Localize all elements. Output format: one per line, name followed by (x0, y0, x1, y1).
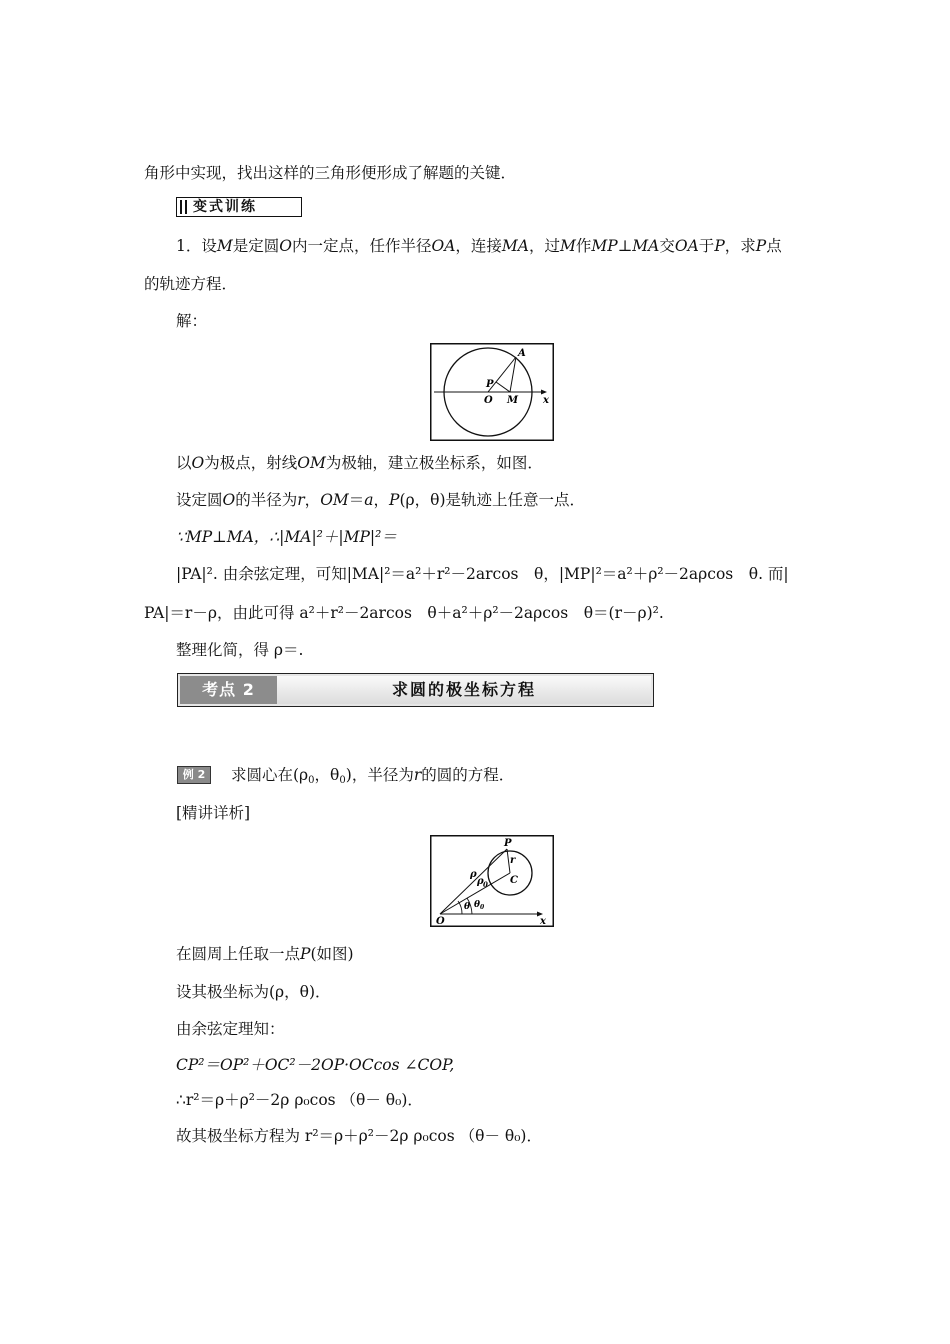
text: 1．设 (176, 237, 217, 255)
figure-1 (430, 343, 554, 441)
subscript: 0 (308, 775, 315, 786)
text: ，过 (529, 237, 561, 255)
solution-line-4: |PA|². 由余弦定理，可知|MA|²＝a²＋r²－2arcos θ，|MP|²＝a²＋ρ²－2aρcos θ. 而| (176, 565, 789, 583)
figure-2-label-o: O (436, 916, 445, 927)
figure-2-frame (431, 836, 554, 927)
solution-2-line-4: CP²＝OP²＋OC²－2OP·OCcos ∠COP, (176, 1056, 455, 1074)
text-line: 角形中实现，找出这样的三角形便形成了解题的关键． (144, 164, 517, 182)
figure-1-label-p: P (486, 379, 494, 390)
figure-2-label-c: C (510, 875, 518, 886)
text: (ρ， (399, 491, 431, 509)
figure-2-label-theta: θ (464, 902, 471, 912)
bar-decoration (180, 200, 182, 214)
example-tag: 例 2 (177, 766, 211, 784)
text: 于 (698, 237, 715, 255)
var-oa: OA (431, 237, 456, 255)
text: 内一定点，任作半径 (291, 237, 432, 255)
figure-2-label-rho: ρ (470, 869, 477, 880)
var-a: a (364, 491, 374, 509)
text: 点 (766, 237, 782, 255)
text: ，θ (314, 766, 340, 784)
example-2-text (231, 765, 514, 785)
figure-2-label-theta0: θ (474, 900, 481, 910)
section-header (177, 673, 654, 707)
text: 求圆心在(ρ (231, 766, 309, 784)
bar-decoration (185, 200, 187, 214)
detailed-explanation-label: [精讲详析] (176, 804, 251, 822)
variant-training-label: 变式训练 (193, 199, 257, 215)
section-number: 考点 2 (180, 676, 277, 704)
figure-1-label-o: O (484, 395, 493, 406)
figure-1-label-m: M (507, 395, 519, 406)
text: 作 (575, 237, 592, 255)
text: )，半径为 (345, 766, 414, 784)
text: ，求 (724, 237, 756, 255)
var-o: O (191, 454, 205, 472)
solution-line-2 (176, 490, 585, 510)
solution-2-line-2: 设其极坐标为(ρ，θ)． (176, 983, 331, 1001)
var-r: r (297, 491, 305, 509)
text: ⊥ (617, 237, 633, 255)
solution-label: 解： (176, 312, 208, 330)
solution-line-6: 整理化简，得 ρ＝. (176, 641, 304, 659)
text: 的半径为 (235, 491, 298, 509)
problem-1-line-1 (176, 236, 782, 256)
text: (如图) (310, 945, 354, 963)
text: ＝ (348, 491, 365, 509)
figure-2-label-r: r (510, 855, 516, 866)
text: 的圆的方程． (421, 766, 515, 784)
solution-2-line-5: ∴r²＝ρ＋ρ²－2ρ ρ₀cos （θ－ θ₀)． (176, 1091, 423, 1109)
figure-2-label-x: x (540, 916, 546, 927)
text: 为极点，射线 (204, 454, 298, 472)
solution-2-line-6: 故其极坐标方程为 r²＝ρ＋ρ²－2ρ ρ₀cos （θ－ θ₀)． (176, 1127, 542, 1145)
var-p: P (714, 237, 725, 255)
text: 以 (176, 454, 192, 472)
figure-2-label-rho0-sub: 0 (483, 880, 488, 889)
solution-2-line-1 (176, 944, 354, 964)
figure-2 (430, 835, 554, 927)
text: ，连接 (455, 237, 502, 255)
solution-line-3: ∵MP⊥MA，∴|MA|²＋|MP|²＝ (176, 528, 397, 546)
var-oa: OA (674, 237, 699, 255)
var-r: r (413, 766, 422, 784)
var-p: P (389, 491, 400, 509)
figure-2-label-rho0: ρ (477, 876, 484, 887)
subscript: 0 (339, 775, 346, 786)
var-theta: θ (430, 491, 440, 509)
text: ， (373, 491, 390, 509)
var-m: M (560, 237, 576, 255)
text: ， (304, 491, 321, 509)
solution-2-line-3: 由余弦定理知： (176, 1020, 285, 1038)
variant-training-header (176, 197, 302, 217)
figure-2-label-p: P (504, 838, 512, 849)
text: 交 (659, 237, 675, 255)
text: 为极轴，建立极坐标系，如图． (325, 454, 543, 472)
var-ma: MA (632, 237, 660, 255)
var-p: P (300, 945, 311, 963)
var-mp: MP (591, 237, 618, 255)
solution-line-5: PA|＝r－ρ，由此可得 a²＋r²－2arcos θ＋a²＋ρ²－2aρcos θ＝(r－ρ)². (144, 604, 664, 622)
var-o: O (279, 237, 292, 255)
var-om: OM (320, 491, 349, 509)
var-ma: MA (501, 237, 529, 255)
figure-1-label-a: A (518, 348, 526, 359)
text: 是定圆 (232, 237, 280, 255)
problem-1-line-2: 的轨迹方程． (144, 275, 238, 293)
section-title: 求圆的极坐标方程 (277, 676, 651, 704)
var-m: M (216, 237, 233, 255)
text: 在圆周上任取一点 (176, 945, 301, 963)
text: 设定圆 (176, 491, 223, 509)
var-p: P (755, 237, 767, 255)
var-om: OM (297, 454, 326, 472)
var-o: O (222, 491, 236, 509)
figure-2-label-theta0-sub: 0 (480, 904, 485, 911)
solution-line-1 (176, 453, 543, 473)
figure-1-label-x: x (543, 395, 549, 406)
text: )是轨迹上任意一点． (439, 491, 586, 509)
